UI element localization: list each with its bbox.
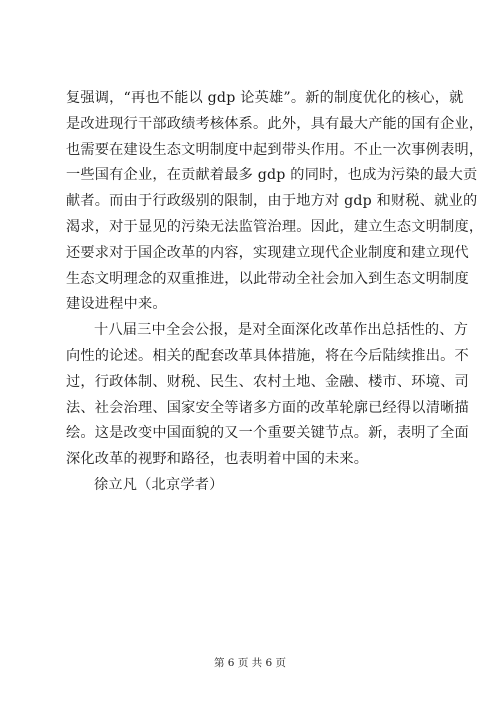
- text-line: 深化改革的视野和路径，也表明着中国的未来。: [66, 451, 369, 468]
- text-line: 法、社会治理、国家安全等诸多方面的改革轮廓已经得以清晰描: [66, 399, 469, 416]
- page-number-footer: 第 6 页 共 6 页: [213, 657, 287, 669]
- text-line: 生态文明理念的双重推进，以此带动全社会加入到生态文明制度: [66, 270, 469, 287]
- text-line: 献者。而由于行政级别的限制，由于地方对 gdp 和财税、就业的: [66, 193, 478, 210]
- text-line: 也需要在建设生态文明制度中起到带头作用。不止一次事例表明，: [66, 141, 484, 158]
- author-signature: 徐立凡（北京学者）: [94, 476, 224, 493]
- text-line: 还要求对于国企改革的内容，实现建立现代企业制度和建立现代: [66, 244, 469, 261]
- text-line: 建设进程中来。: [66, 296, 167, 313]
- paragraph-start-line: 十八届三中全会公报，是对全面深化改革作出总括性的、方: [94, 322, 469, 339]
- text-line: 向性的论述。相关的配套改革具体措施，将在今后陆续推出。不: [66, 347, 469, 364]
- text-line: 是改进现行干部政绩考核体系。此外，具有最大产能的国有企业，: [66, 115, 484, 132]
- text-line: 过，行政体制、财税、民生、农村土地、金融、楼市、环境、司: [66, 373, 469, 390]
- body-text: [66, 86, 484, 499]
- text-line: 渴求，对于显见的污染无法监管治理。因此，建立生态文明制度，: [66, 218, 484, 235]
- text-line: 一些国有企业，在贡献着最多 gdp 的同时，也成为污染的最大贡: [66, 167, 478, 184]
- text-line: 复强调，“再也不能以 gdp 论英雄”。新的制度优化的核心，就: [66, 90, 464, 106]
- text-line: 绘。这是改变中国面貌的又一个重要关键节点。新，表明了全面: [66, 425, 469, 442]
